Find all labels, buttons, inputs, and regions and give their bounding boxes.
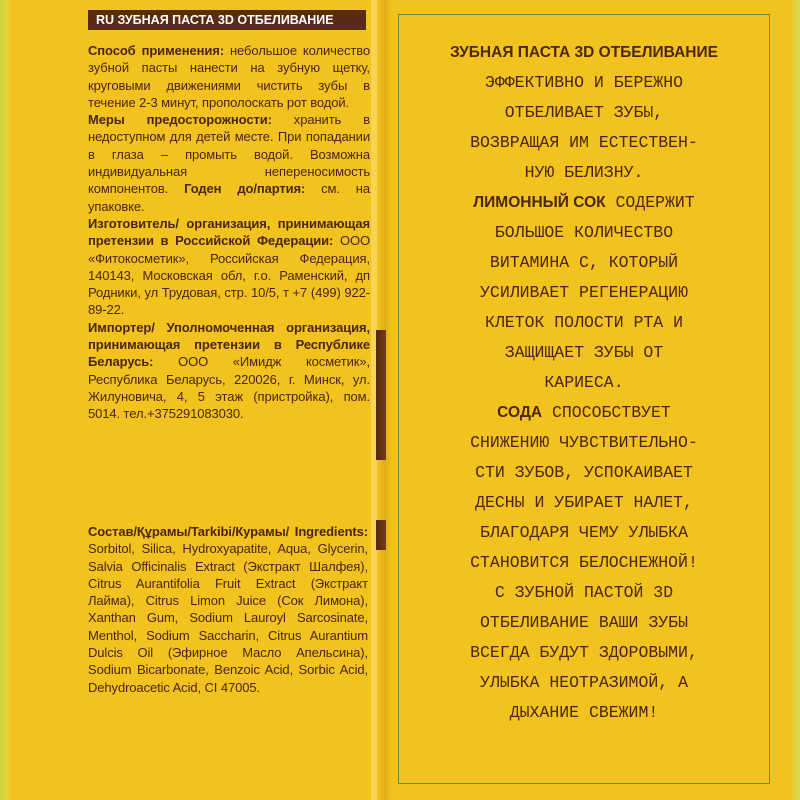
description-text: ВОЗВРАЩАЯ ИМ ЕСТЕСТВЕН- <box>470 133 698 152</box>
description-line <box>402 458 766 488</box>
importer-label: Импортер/ Уполномоченная организация, принимающая претензии в Республике Беларусь: <box>88 319 370 370</box>
description-line <box>402 428 766 458</box>
description-line <box>402 158 766 188</box>
left-info-panel <box>88 10 370 423</box>
precautions-label: Меры предосторожности: <box>88 112 272 128</box>
manufacturer-text: ООО «Фитокосметик», Российская Федерация, 140143, Московская обл, г.о. Раменский, дп Родники, ул Трудовая, стр. 10/5, т +7 (499) 922-89-22. <box>88 233 370 318</box>
description-highlight: СОДА <box>497 404 543 421</box>
shelf-life-text: см. на упаковке. <box>88 181 371 214</box>
description-text: ВСЕГДА БУДУТ ЗДОРОВЫМИ, <box>470 643 698 662</box>
package-left-edge <box>0 0 12 800</box>
description-line <box>402 368 766 398</box>
composition-paragraph <box>88 523 368 696</box>
description-text: БОЛЬШОЕ КОЛИЧЕСТВО <box>494 223 674 242</box>
composition-panel <box>88 523 368 696</box>
description-text: КЛЕТОК ПОЛОСТИ РТА И <box>484 313 684 332</box>
description-text: СТАНОВИТСЯ БЕЛОСНЕЖНОЙ! <box>470 553 698 572</box>
usage-paragraph <box>88 42 370 111</box>
description-text: С ЗУБНОЙ ПАСТОЙ 3D <box>494 583 674 602</box>
language-header-bar: RU ЗУБНАЯ ПАСТА 3D ОТБЕЛИВАНИЕ <box>88 10 366 30</box>
description-line <box>402 98 766 128</box>
manufacturer-label: Изготовитель/ организация, принимающая претензии в Российской Федерации: <box>88 215 370 249</box>
manufacturer-paragraph <box>88 215 370 319</box>
description-text: ДЕСНЫ И УБИРАЕТ НАЛЕТ, <box>475 493 693 512</box>
description-text: ОТБЕЛИВАНИЕ ВАШИ ЗУБЫ <box>480 613 688 632</box>
importer-text: ООО «Имидж косметик», Республика Беларусь, 220026, г. Минск, ул. Жилуновича, 4, 5 этаж (пристройка), пом. 5014. тел.+375291083030. <box>88 354 370 422</box>
product-description <box>402 38 766 728</box>
description-text: СТИ ЗУБОВ, УСПОКАИВАЕТ <box>475 463 693 482</box>
description-text: СОДЕРЖИТ <box>605 193 695 212</box>
description-text: ВИТАМИНА С, КОТОРЫЙ <box>489 253 679 272</box>
description-line <box>402 638 766 668</box>
description-text: КАРИЕСА. <box>544 373 624 392</box>
description-line <box>402 218 766 248</box>
composition-label: Состав/Құрамы/Tarkibi/Курамы/ Ingredients: <box>88 524 368 539</box>
shelf-life-label: Годен до/партия: <box>168 181 306 197</box>
description-text: БЛАГОДАРЯ ЧЕМУ УЛЫБКА <box>480 523 688 542</box>
description-line <box>402 128 766 158</box>
description-highlight: ЗУБНАЯ ПАСТА 3D ОТБЕЛИВАНИЕ <box>450 44 718 61</box>
description-text: НУЮ БЕЛИЗНУ. <box>524 163 644 182</box>
description-line <box>402 188 766 218</box>
description-line <box>402 608 766 638</box>
description-text: ЭФФЕКТИВНО И БЕРЕЖНО <box>484 73 684 92</box>
description-text: СПОСОБСТВУЕТ <box>542 403 671 422</box>
description-text: ОТБЕЛИВАЕТ ЗУБЫ, <box>504 103 664 122</box>
description-line <box>402 338 766 368</box>
description-text: УСИЛИВАЕТ РЕГЕНЕРАЦИЮ <box>480 283 688 302</box>
description-line <box>402 308 766 338</box>
description-line <box>402 698 766 728</box>
fold-shadow <box>378 0 392 800</box>
description-text: ЗАЩИЩАЕТ ЗУБЫ ОТ <box>504 343 664 362</box>
description-line <box>402 518 766 548</box>
composition-text: Sorbitol, Silica, Hydroxyapatite, Aqua, Glycerin, Salvia Officinalis Extract (Экстракт Шалфея), Citrus Aurantifolia Fruit Extract (Экстракт Лайма), Citrus Limon Juice (Сок Лимона), Xanthan Gum, Sodium Lauroyl Sarcosinate, Menthol, Sodium Saccharin, Citrus Aurantium Dulcis Oil (Эфирное Масло Апельсина), Sodium Bicarbonate, Benzoic Acid, Sorbic Acid, Dehydroacetic Acid, CI 47005. <box>88 541 368 695</box>
description-line <box>402 398 766 428</box>
description-text: ДЫХАНИЕ СВЕЖИМ! <box>509 703 659 722</box>
usage-text: небольшое количество зубной пасты нанести на зубную щетку, круговыми движениями чистить зубы в течение 2-3 минут, прополоскать рот водой. <box>88 43 370 110</box>
description-text: СНИЖЕНИЮ ЧУВСТВИТЕЛЬНО- <box>470 433 698 452</box>
description-line <box>402 68 766 98</box>
description-text: УЛЫБКА НЕОТРАЗИМОЙ, А <box>480 673 688 692</box>
description-line <box>402 38 766 68</box>
description-line <box>402 248 766 278</box>
description-line <box>402 578 766 608</box>
package-right-edge <box>790 0 800 800</box>
description-highlight: ЛИМОННЫЙ СОК <box>473 194 606 211</box>
usage-label: Способ применения: <box>88 43 224 58</box>
precautions-paragraph <box>88 111 370 215</box>
precautions-text: хранить в недоступном для детей месте. При попадании в глаза – промыть водой. Возможна индивидуальная непереносимость компонентов. <box>88 112 370 197</box>
description-line <box>402 668 766 698</box>
description-line <box>402 278 766 308</box>
importer-paragraph <box>88 319 370 423</box>
description-line <box>402 488 766 518</box>
description-line <box>402 548 766 578</box>
